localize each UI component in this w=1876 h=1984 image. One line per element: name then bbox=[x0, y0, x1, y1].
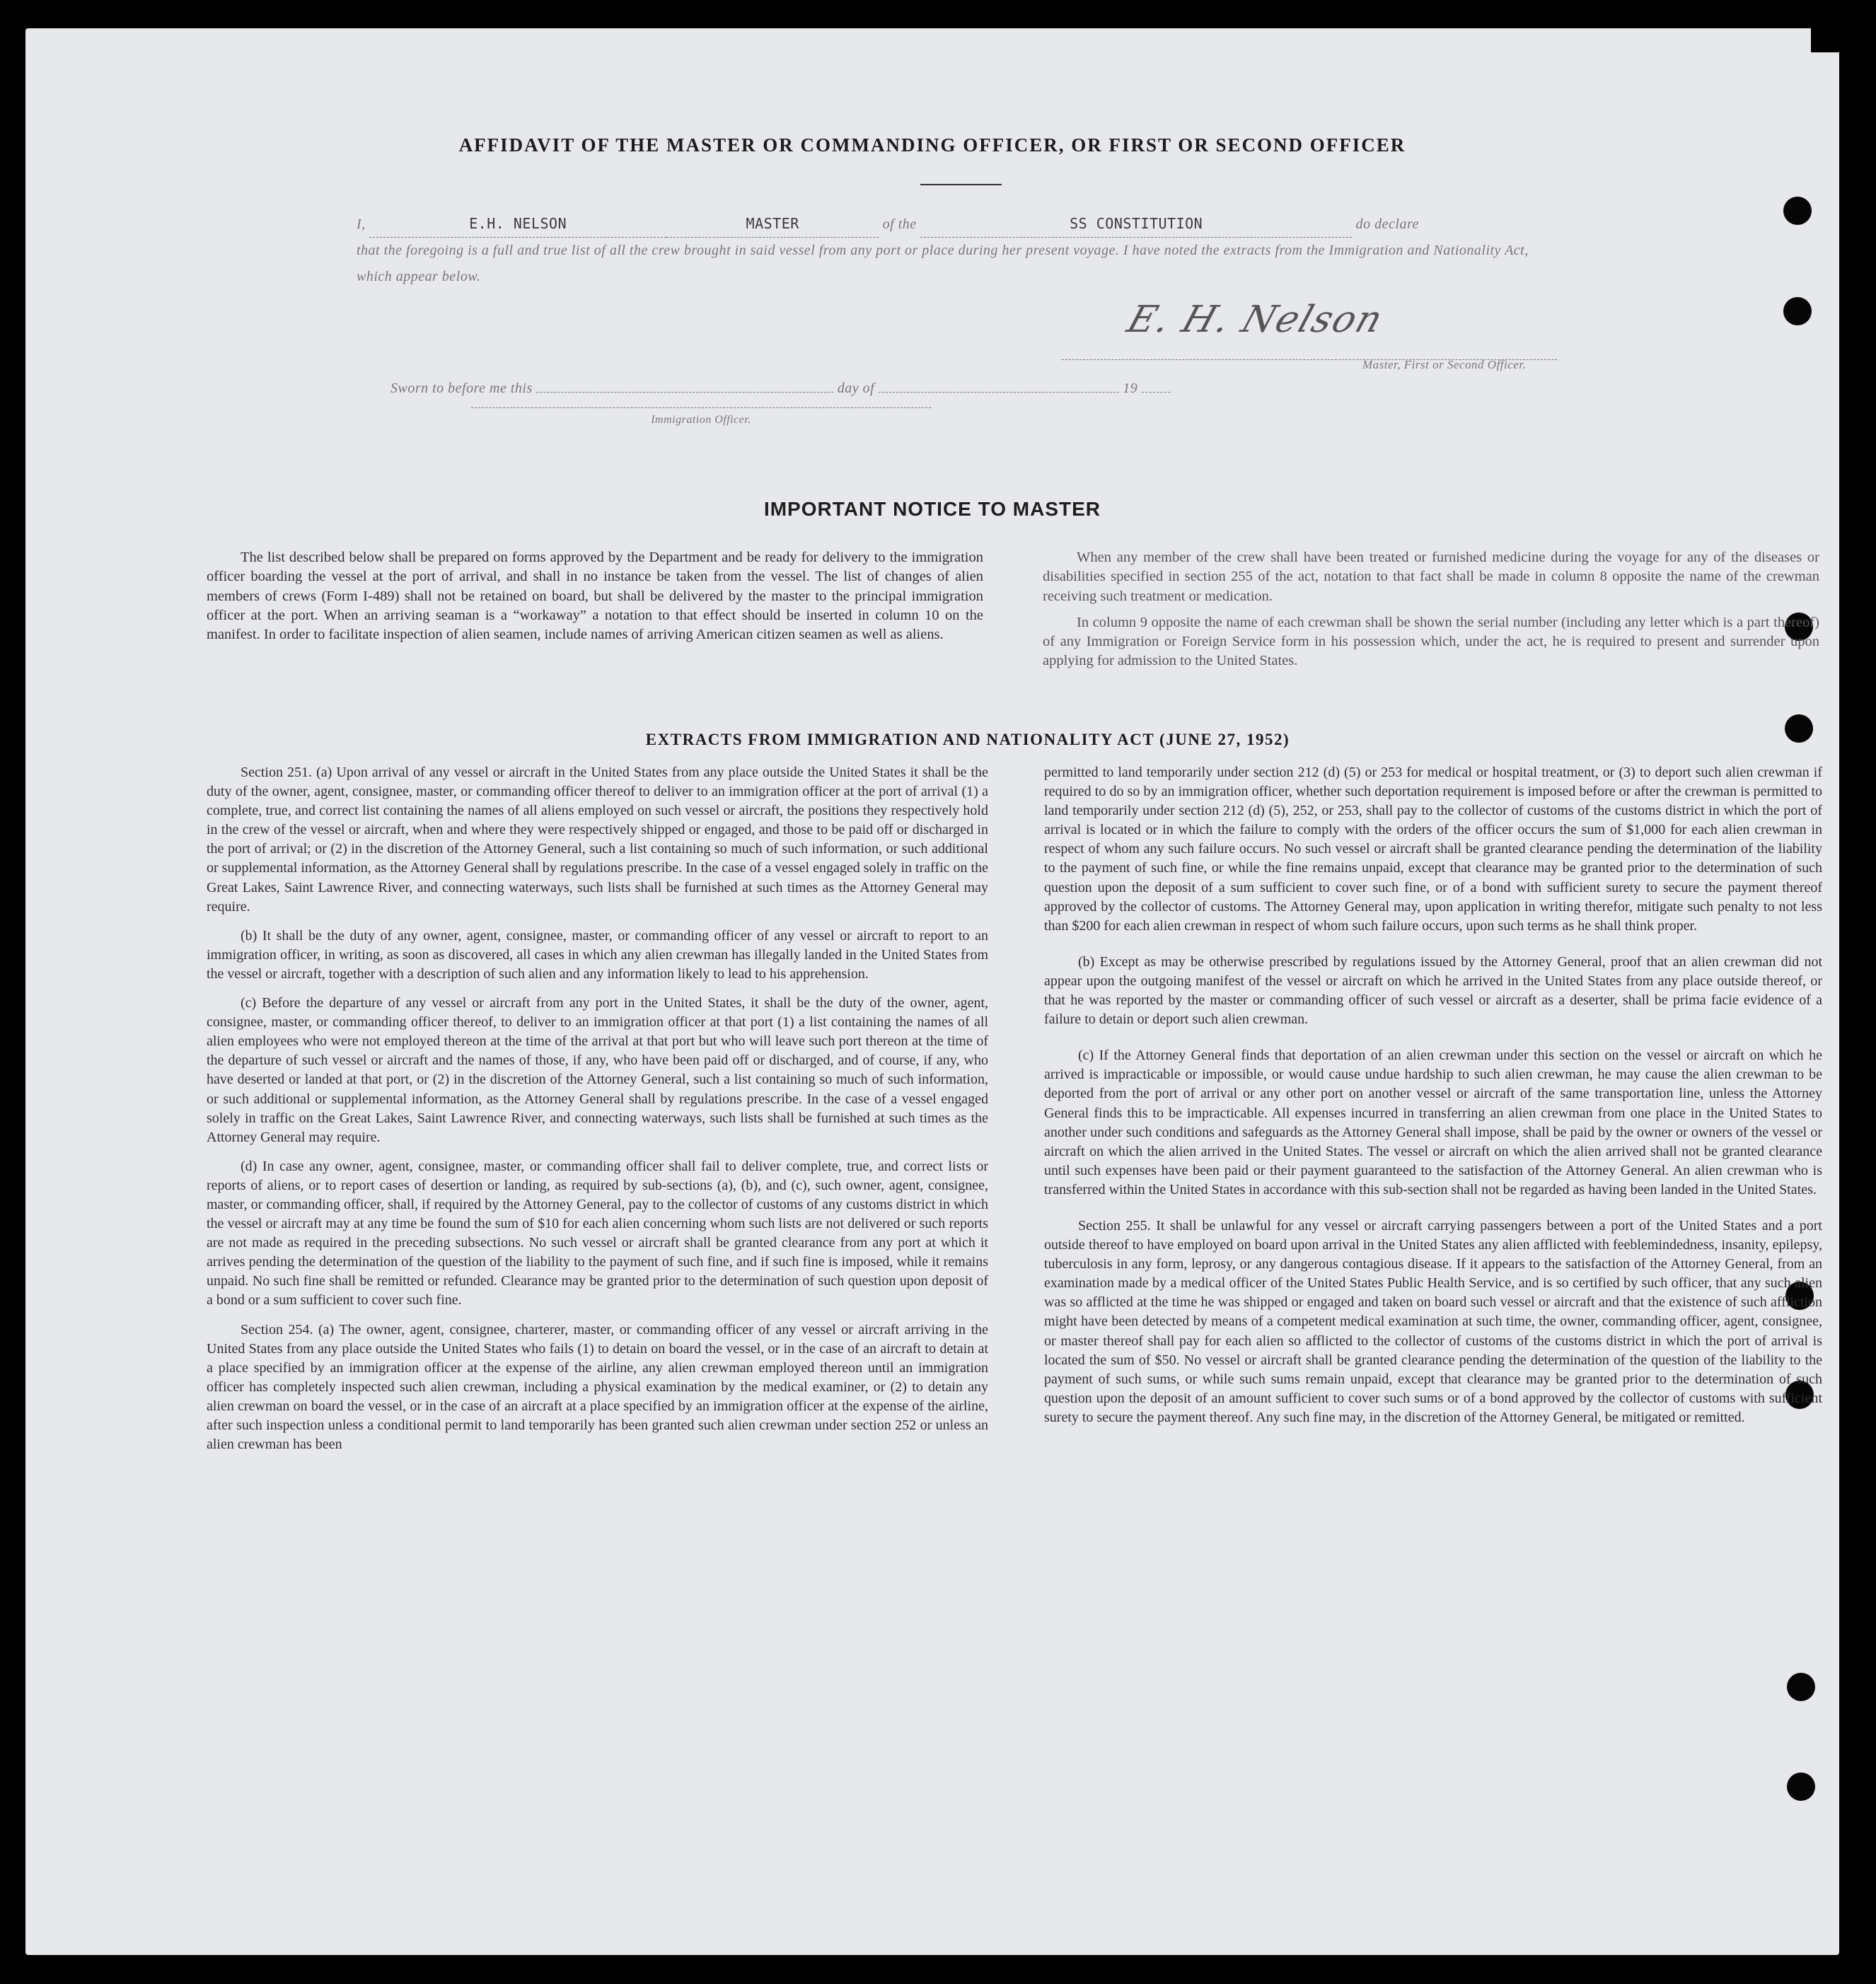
sworn-prefix: Sworn to before me this bbox=[390, 381, 533, 396]
notice-title: IMPORTANT NOTICE TO MASTER bbox=[763, 498, 1101, 520]
notice-paragraph: When any member of the crew shall have been treated or furnished medicine during the voyage for any of the diseases or disabilities specified in section 255 of the act, notation to that fact shall be made in column 8 opposite the name of the crewman receiving such treatment or medication. bbox=[1043, 550, 1819, 604]
section-251-c: (c) Before the departure of any vessel or aircraft from any port in the United States, it shall be the duty of the owner, agent, consignee, master, or commanding officer thereof, to deliver to an immigration officer at that port (1) a list containing the names of all alien employees who were not employed thereon at the time of the arrival at that port but who will leave such port thereon at the time of the departure of such vessel or aircraft and the names of those, if any, who have been paid off or discharged, and of course, if any, who have deserted or landed at that port, or (2) in the discretion of the Attorney General, such a list containing so much of such information, or such additional or supplemental information, as the Attorney General shall by regulations prescribe. In the case of a vessel engaged solely in traffic on the Great Lakes, Saint Lawrence River, and connecting waterways, such lists shall be furnished at such times as the Attorney General may require. bbox=[207, 995, 988, 1145]
extracts-right-column bbox=[1044, 763, 1822, 1437]
notice-right-column bbox=[1043, 548, 1819, 678]
extracts-title: EXTRACTS FROM IMMIGRATION AND NATIONALITY ACT (JUNE 27, 1952) bbox=[645, 731, 1290, 748]
punch-hole-icon bbox=[1783, 297, 1812, 325]
sworn-date-field bbox=[536, 392, 833, 393]
sworn-day-label: day of bbox=[837, 381, 875, 396]
of-the-label: of the bbox=[882, 216, 917, 232]
master-name-field: E.H. NELSON bbox=[369, 211, 666, 238]
section-255: Section 255. It shall be unlawful for any vessel or aircraft carrying passengers between a port of the United States and a port outside thereof to have employed on board upon arrival in the United States any alien afflicted with feeblemindedness, insanity, epilepsy, tuberculosis in any form, leprosy, or any dangerous contagious disease. If it appears to the satisfaction of the Attorney General, from an examination made by a medical officer of the United States Public Health Service, and is so certified by such officer, that any such alien was so afflicted at the time he was shipped or engaged and taken on board such vessel or aircraft and that the existence of such affliction might have been detected by means of a competent medical examination at such time, the owner, commanding officer, agent, consignee, or master thereof shall pay for each alien so afflicted to the collector of customs of the customs district in which the port of arrival is located the sum of $50. No vessel or aircraft shall be granted clearance pending the determination of the question of the liability to the payment of such sums, or while such sums remain unpaid, except that clearance may be granted prior to the determination of such question upon the deposit of an amount sufficient to cover such sums or of a bond approved by the collector of customs with sufficient surety to secure the payment thereof. Any such fine may, in the discretion of the Attorney General, be mitigated or remitted. bbox=[1044, 1217, 1822, 1425]
section-254-b: (b) Except as may be otherwise prescribed by regulations issued by the Attorney General, proof that an alien crewman did not appear upon the outgoing manifest of the vessel or aircraft on which he arrived in the United States from any place outside thereof, or that he was reported by the master or commanding officer of such vessel or aircraft as a deserter, shall be prima facie evidence of a failure to detain or deport such alien crewman. bbox=[1044, 953, 1822, 1028]
master-signature: E. H. Nelson bbox=[1122, 298, 1389, 341]
page-corner bbox=[1811, 28, 1839, 52]
declaration-statement: that the foregoing is a full and true list of all the crew brought in said vessel from any port or place during her present voyage. I have noted the extracts from the Immigration and Nationality Act, which appear below. bbox=[357, 243, 1529, 284]
section-254-a: Section 254. (a) The owner, agent, consignee, charterer, master, or commanding officer of any vessel or aircraft arriving in the United States from any place outside the United States who fails (1) to detain on board the vessel, or in the case of an aircraft to detain at a place specified by an immigration officer at the expense of the airline, any alien crewman employed thereon until an immigration officer has completely inspected such alien crewman, including a physical examination by the medical examiner, or (2) to detain any alien crewman on board the vessel, or in the case of an aircraft at a place specified by an immigration officer at the expense of the airline, after such inspection unless a conditional permit to land temporarily has been granted such alien crewman under section 252 or unless an alien crewman has been bbox=[207, 1321, 988, 1453]
section-251-a: Section 251. (a) Upon arrival of any vessel or aircraft in the United States from any place outside the United States it shall be the duty of the owner, agent, consignee, master, or commanding officer thereof to deliver to an immigration officer at the port of arrival (1) a complete, true, and correct list containing the names of all aliens employed on such vessel or aircraft, the positions they respectively hold in the crew of the vessel or aircraft, when and where they were respectively shipped or engaged, and those to be paid off or discharged in the port of arrival; or (2) in the discretion of the Attorney General, such a list containing so much of such information, or such additional or supplemental information, as the Attorney General shall by regulations prescribe. In the case of a vessel engaged solely in traffic on the Great Lakes, Saint Lawrence River, and connecting waterways, such lists shall be furnished at such times as the Attorney General may require. bbox=[207, 765, 988, 915]
do-declare-label: do declare bbox=[1355, 216, 1419, 232]
notice-left-column bbox=[207, 548, 983, 651]
signature-caption: Master, First or Second Officer. bbox=[1362, 358, 1527, 371]
punch-hole-icon bbox=[1787, 1773, 1815, 1801]
affidavit-title: AFFIDAVIT OF THE MASTER OR COMMANDING OFFICER, OR FIRST OR SECOND OFFICER bbox=[458, 134, 1406, 156]
rank-field: MASTER bbox=[666, 211, 879, 238]
sworn-year-field bbox=[1142, 392, 1170, 393]
section-251-b: (b) It shall be the duty of any owner, agent, consignee, master, or commanding officer of any vessel or aircraft to report to an immigration officer, in writing, as soon as discovered, all cases in which any alien crewman has illegally landed in the United States from the vessel or aircraft, together with a description of such alien and any information likely to lead to his apprehension. bbox=[207, 927, 988, 982]
sworn-year-label: 19 bbox=[1123, 381, 1138, 396]
section-254-c: (c) If the Attorney General finds that deportation of an alien crewman under this section on the vessel or aircraft on which he arrived is impracticable or impossible, or would cause undue hardship to such alien crewman, he may cause the alien crewman to be deported from the port of arrival or any other port on another vessel or aircraft of the same transportation line, unless the Attorney General finds this to be impracticable. All expenses incurred in transferring an alien crewman from one place in the United States to another under such conditions and safeguards as the Attorney General shall impose, shall be paid by the owner or owners of the vessel or aircraft on which the alien arrived in the United States. The vessel or aircraft on which the alien arrived shall not be granted clearance until such expenses have been paid or their payment guaranteed to the satisfaction of the Attorney General. An alien crewman who is transferred within the United States in accordance with this sub-section shall not be regarded as having been landed in the United States. bbox=[1044, 1048, 1822, 1197]
section-251-d: (d) In case any owner, agent, consignee, master, or commanding officer shall fail to deliver complete, true, and correct lists or reports of aliens, or to report cases of desertion or landing, as required by sub-sections (a), (b), and (c), such owner, agent, consignee, master, or commanding officer, shall, if required by the Attorney General, pay to the collector of customs of any customs district in which the vessel or aircraft may at any time be found the sum of $10 for each alien concerning whom such lists are not delivered or such reports are not made as required in the preceding subsections. No such vessel or aircraft shall be granted clearance from any port at which it arrives pending the determination of the question of the liability to the payment of such fine, and if such fine is imposed, while it remains unpaid. No such fine shall be remitted or refunded. Clearance may be granted prior to the determination of such question upon deposit of a bond or a sum sufficient to cover such fine. bbox=[207, 1158, 988, 1309]
notice-paragraph: The list described below shall be prepared on forms approved by the Department and be ready for delivery to the immigration officer boarding the vessel at the port of arrival, and shall in no instance be taken from the vessel. The list of changes of alien members of crews (Form I-489) shall not be retained on board, but shall be delivered by the master to the principal immigration officer at the port. When an arriving seaman is a “workaway” a notation to that effect should be inserted in column 10 on the manifest. In order to facilitate inspection of alien seamen, include names of arriving American citizen seamen as well as aliens. bbox=[207, 550, 983, 643]
document-page bbox=[25, 28, 1839, 1955]
immigration-officer-line bbox=[471, 407, 931, 408]
declaration-prefix: I, bbox=[357, 216, 366, 232]
sworn-month-field bbox=[879, 392, 1119, 393]
vessel-name-field: SS CONSTITUTION bbox=[920, 211, 1352, 238]
section-254-a-continued: permitted to land temporarily under section 212 (d) (5) or 253 for medical or hospital treatment, or (3) to deport such alien crewman if required to do so by an immigration officer, whether such deportation requirement is imposed before or after the crewman is permitted to land temporarily under section 212 (d) (5), 252, or 253, shall pay to the collector of customs of the customs district in which the port of arrival is located or in which the failure to comply with the orders of the officer occurs the sum of $1,000 for each alien crewman in respect of whom any such failure occurs. No such vessel or aircraft shall be granted clearance pending the determination of the liability to the payment of such fine, or while the fine remains unpaid, except that clearance may be granted prior to the determination of such question upon the deposit of a sum sufficient to cover such fine, or of a bond with sufficient surety to secure the payment thereof approved by the collector of customs. The Attorney General may, upon application in writing therefor, mitigate such penalty to not less than $200 for each alien crewman in respect of whom such failure occurs, upon such terms as he shall think proper. bbox=[1044, 765, 1822, 934]
punch-hole-icon bbox=[1787, 1673, 1815, 1701]
declaration bbox=[357, 211, 1568, 290]
immigration-officer-caption: Immigration Officer. bbox=[651, 414, 751, 426]
sworn-statement bbox=[390, 381, 1170, 397]
notice-paragraph: In column 9 opposite the name of each crewman shall be shown the serial number (including any letter which is a part thereof) of any Immigration or Foreign Service form in his possession which, under the act, he is required to present and surrender upon applying for admission to the United States. bbox=[1043, 614, 1819, 669]
extracts-left-column bbox=[207, 763, 988, 1464]
punch-hole-icon bbox=[1783, 197, 1812, 225]
title-rule bbox=[920, 184, 1002, 185]
